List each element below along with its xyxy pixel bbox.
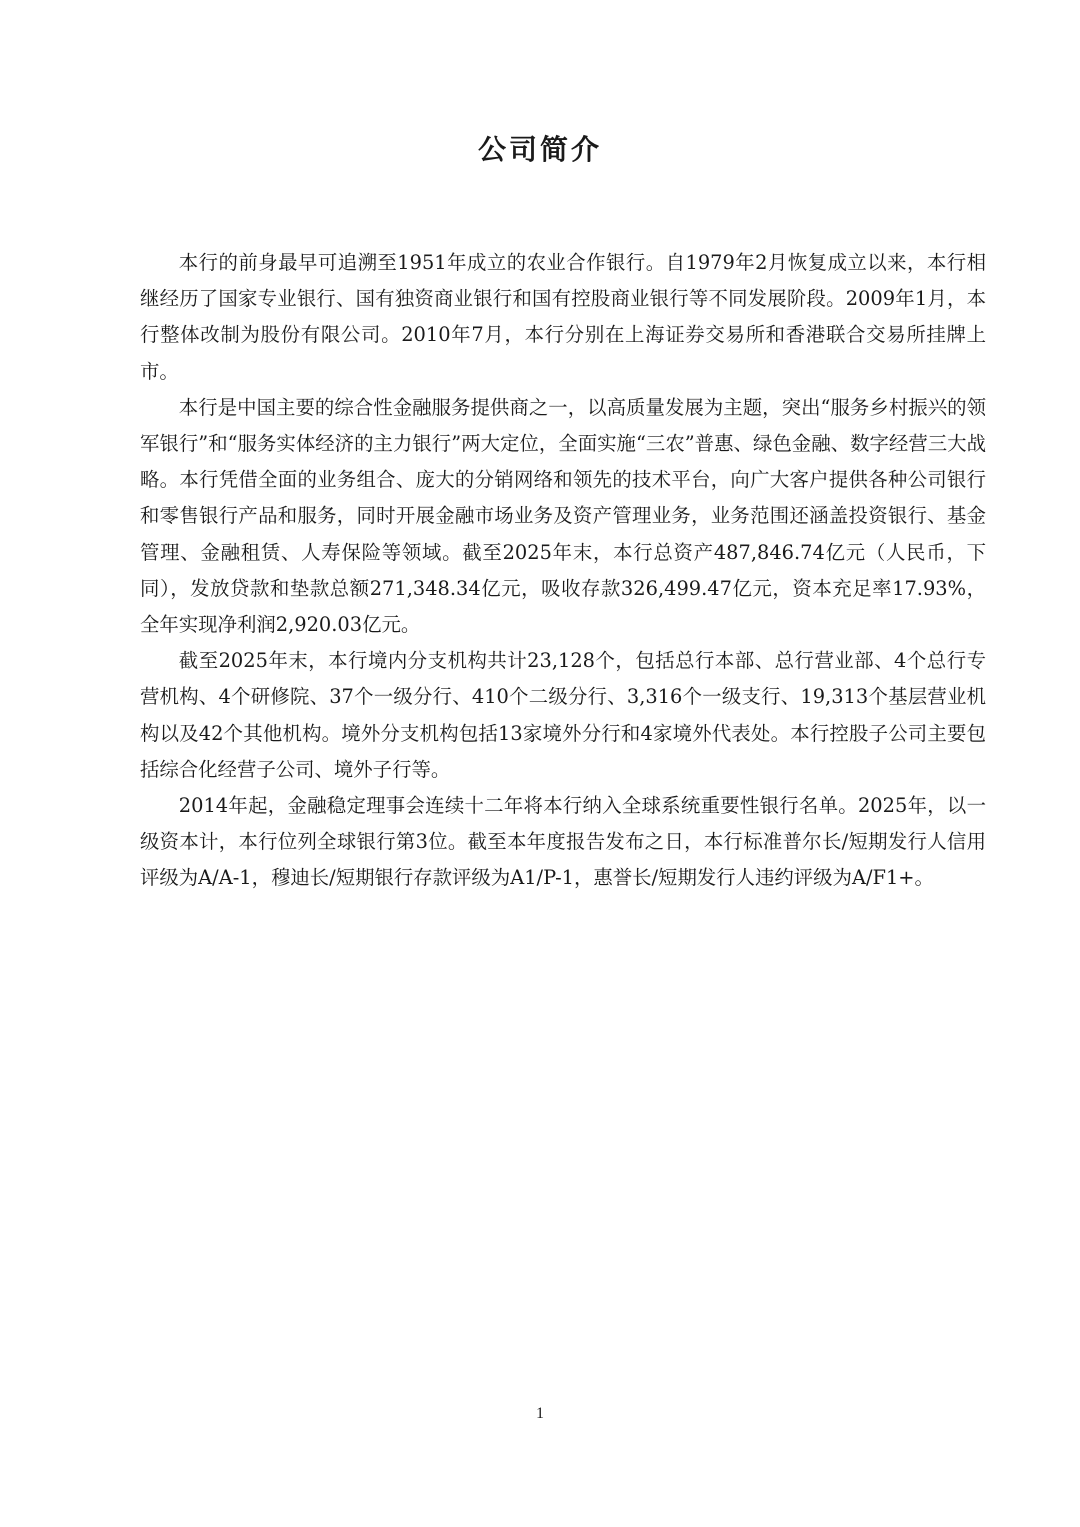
page-title: 公司简介 [477,133,602,166]
page-number: 1 [536,1405,544,1422]
body-text [140,245,986,897]
paragraph-business: 本行是中国主要的综合性金融服务提供商之一，以高质量发展为主题，突出“服务乡村振兴的领军银行”和“服务实体经济的主力银行”两大定位，全面实施“三农”普惠、绿色金融、数字经营三大战略。本行凭借全面的业务组合、庞大的分销网络和领先的技术平台，向广大客户提供各种公司银行和零售银行产品和服务，同时开展金融市场业务及资产管理业务，业务范围还涵盖投资银行、基金管理、金融租赁、人寿保险等领域。截至2025年末，本行总资产487,846.74亿元（人民币，下同），发放贷款和垫款总额271,348.34亿元，吸收存款326,499.47亿元，资本充足率17.93%，全年实现净利润2,920.03亿元。 [140,395,986,637]
paragraph-branches: 截至2025年末，本行境内分支机构共计23,128个，包括总行本部、总行营业部、4个总行专营机构、4个研修院、37个一级分行、410个二级分行、3,316个一级支行、19,313个基层营业机构以及42个其他机构。境外分支机构包括13家境外分行和4家境外代表处。本行控股子公司主要包括综合化经营子公司、境外子行等。 [140,649,986,781]
paragraph-history: 本行的前身最早可追溯至1951年成立的农业合作银行。自1979年2月恢复成立以来，本行相继经历了国家专业银行、国有独资商业银行和国有控股商业银行等不同发展阶段。2009年1月，本行整体改制为股份有限公司。2010年7月，本行分别在上海证券交易所和香港联合交易所挂牌上市。 [140,251,986,383]
paragraph-ratings: 2014年起，金融稳定理事会连续十二年将本行纳入全球系统重要性银行名单。2025年，以一级资本计，本行位列全球银行第3位。截至本年度报告发布之日，本行标准普尔长/短期发行人信用评级为A/A-1，穆迪长/短期银行存款评级为A1/P-1，惠誉长/短期发行人违约评级为A/F1+。 [140,794,986,890]
